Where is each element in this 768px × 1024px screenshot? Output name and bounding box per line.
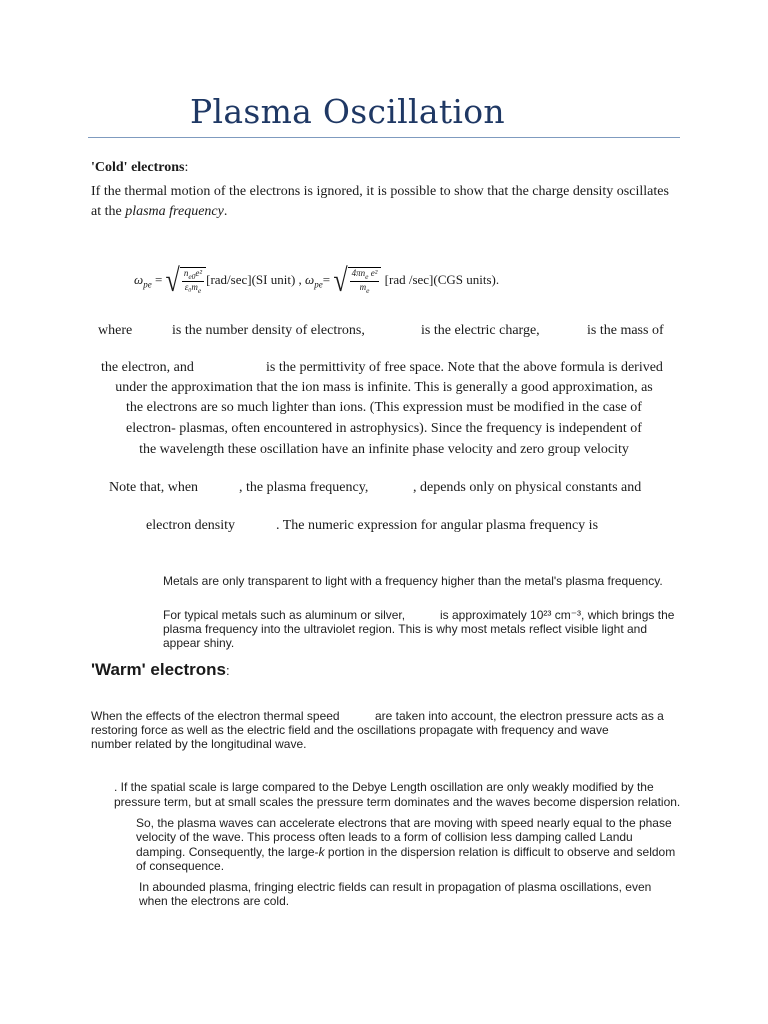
warm-p3c	[136, 845, 675, 859]
note-line-b: , the plasma frequency,	[239, 480, 369, 495]
cold-heading-colon: :	[184, 160, 189, 175]
warm-p1c: restoring force as well as the electric field and the oscillations propagate with frequency and wave	[91, 723, 609, 737]
para-first-a: the electron, and	[101, 360, 194, 375]
para-line-1: under the approximation that the ion mass is infinite. This is generally a good approximation, as	[115, 380, 653, 395]
warm-p3c-k: k	[318, 845, 325, 859]
warm-heading	[91, 659, 230, 682]
warm-p3a: So, the plasma waves can accelerate electrons that are moving with speed nearly equal to the phase	[136, 816, 672, 830]
warm-p1d: number related by the longitudinal wave.	[91, 737, 307, 751]
warm-p4a: In abounded plasma, fringing electric fields can result in propagation of plasma oscillations, even	[139, 880, 652, 894]
metals-line-2b: is approximately 10²³ cm⁻³, which brings the	[440, 608, 675, 622]
fraction-si	[182, 268, 204, 295]
si-den: ε₀m	[184, 282, 198, 292]
omega-si: ω	[134, 271, 144, 287]
warm-heading-colon: :	[226, 663, 230, 678]
para-line-3: electron- plasmas, often encountered in astrophysics). Since the frequency is independent of	[126, 421, 642, 436]
warm-p3c-post: portion in the dispersion relation is difficult to observe and seldom	[324, 845, 676, 859]
omega-cgs: ω	[305, 271, 315, 287]
metals-line-2c: plasma frequency into the ultraviolet region. This is why most metals reflect visible light and	[163, 622, 648, 636]
warm-p4b: when the electrons are cold.	[139, 894, 290, 908]
warm-p3c-pre: damping. Consequently, the large-	[136, 845, 319, 859]
warm-heading-text: 'Warm' electrons	[91, 660, 226, 679]
omega-si-sub: pe	[143, 279, 152, 290]
si-num-tail: e²	[195, 268, 203, 279]
note-line-a: Note that, when	[109, 480, 199, 495]
para-line-4: the wavelength these oscillation have an infinite phase velocity and zero group velocity	[139, 442, 629, 457]
density-line-a: electron density	[146, 518, 236, 533]
cgs-den: m	[359, 282, 367, 292]
warm-p3b: velocity of the wave. This process often leads to a form of collision less damping called Landu	[136, 830, 633, 844]
para-line-2: the electrons are so much lighter than ions. (This expression must be modified in the case of	[126, 400, 642, 415]
page-title: Plasma Oscillation	[190, 92, 505, 131]
density-line-b: . The numeric expression for angular plasma frequency is	[276, 518, 599, 533]
where-mass: is the mass of	[587, 323, 664, 338]
cgs-num-sub: e	[365, 272, 369, 281]
omega-cgs-sub: pe	[314, 279, 323, 290]
metals-line-1: Metals are only transparent to light with a frequency higher than the metal's plasma frequency.	[163, 574, 663, 588]
si-num-sub: e0	[188, 272, 196, 281]
warm-p1a: When the effects of the electron thermal speed	[91, 709, 340, 723]
warm-p1b: are taken into account, the electron pressure acts as a	[375, 709, 664, 723]
cold-intro-em: plasma frequency	[125, 204, 224, 219]
title-divider	[88, 137, 680, 138]
cgs-num-tail: e²	[368, 268, 378, 279]
para-first-b: is the permittivity of free space. Note that the above formula is derived	[266, 360, 663, 375]
where-charge: is the electric charge,	[421, 323, 540, 338]
warm-p2b: pressure term, but at small scales the pressure term dominates and the waves become dispersion relation.	[114, 795, 681, 809]
si-num: n	[183, 268, 189, 279]
cgs-units: [rad /sec](CGS units).	[381, 271, 500, 287]
si-units: [rad/sec](SI unit) ,	[206, 271, 306, 287]
metals-line-2d: appear shiny.	[163, 636, 235, 650]
cold-intro-suffix: .	[223, 204, 228, 219]
where-density: is the number density of electrons,	[172, 323, 365, 338]
where-word: where	[98, 323, 133, 338]
eq-cgs: =	[322, 271, 331, 287]
warm-p3d: of consequence.	[136, 859, 225, 873]
si-den-sub: e	[197, 285, 202, 295]
cgs-den-sub: e	[366, 285, 370, 295]
sqrt-cgs-icon: √	[333, 262, 348, 299]
sqrt-si-icon: √	[165, 262, 180, 299]
cold-heading-text: 'Cold' electrons	[91, 160, 185, 175]
note-line-c: , depends only on physical constants and	[413, 480, 642, 495]
cold-intro-prefix: If the thermal motion of the electrons is ignored, it is possible to show that the charge density oscillates at the	[91, 184, 669, 219]
cold-heading	[91, 158, 188, 178]
plasma-frequency-formula	[134, 262, 500, 299]
warm-p2a: . If the spatial scale is large compared to the Debye Length oscillation are only weakly modified by the	[114, 780, 654, 794]
fraction-cgs	[350, 268, 380, 295]
cgs-num: 4πn	[351, 268, 366, 279]
eq-si: =	[151, 271, 163, 287]
cold-intro	[91, 182, 671, 222]
metals-line-2a: For typical metals such as aluminum or silver,	[163, 608, 406, 622]
